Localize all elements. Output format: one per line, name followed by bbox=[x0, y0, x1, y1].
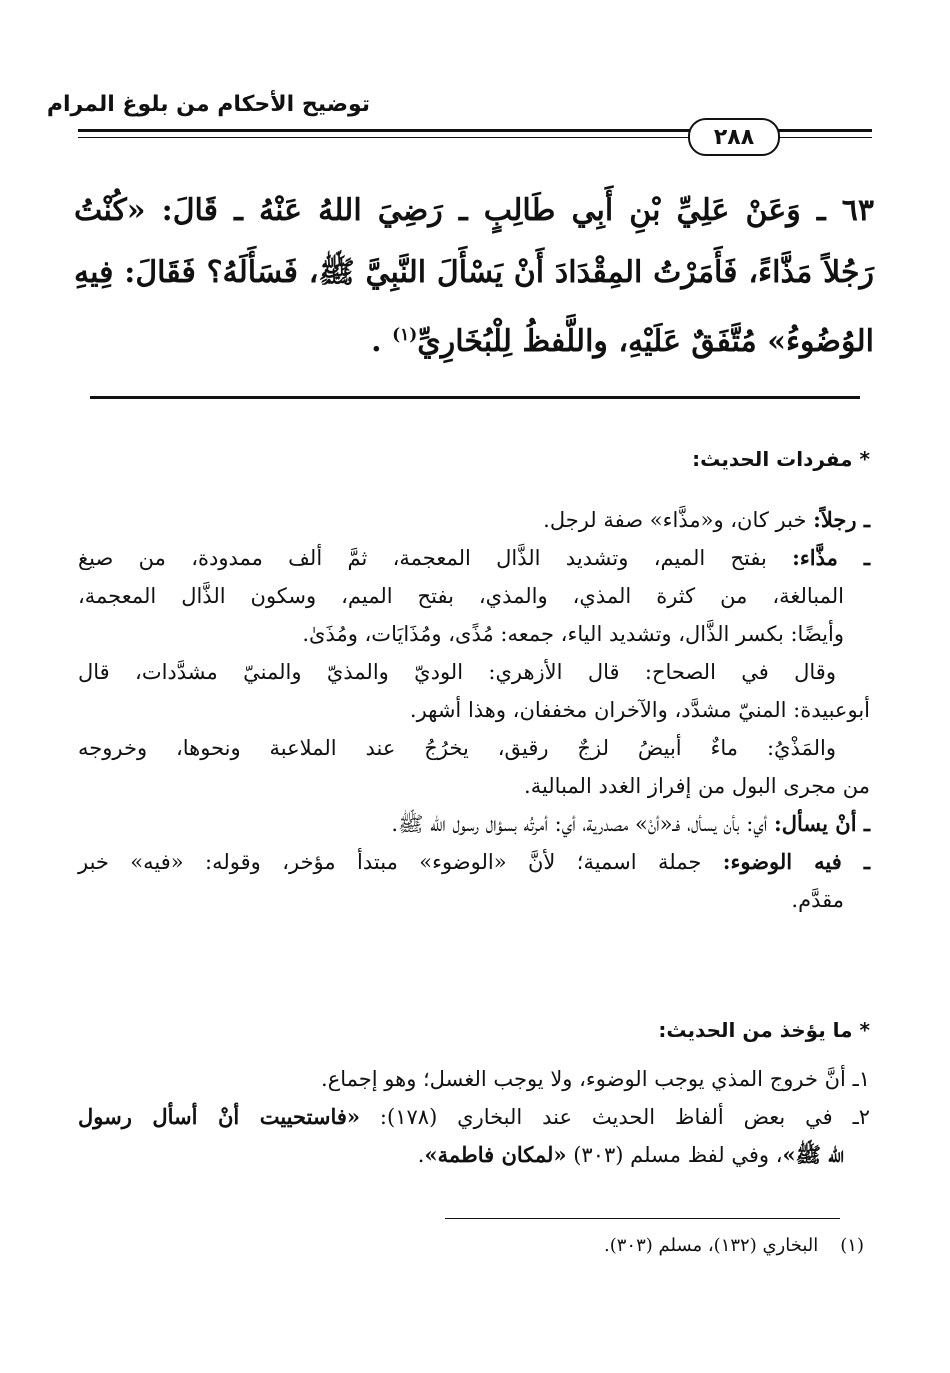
footnote-text: البخاري (١٣٢)، مسلم (٣٠٣). bbox=[604, 1235, 819, 1256]
vocab-line: وأيضًا: بكسر الذَّال، وتشديد الياء، جمعه: مُذًى، ومُذَايَات، ومُذَىٰ. bbox=[302, 622, 844, 646]
hadith-text bbox=[74, 180, 874, 373]
vocab-term: ـ أنْ يسأل: bbox=[773, 811, 870, 836]
vocab-term: ـ رجلاً: bbox=[813, 507, 870, 532]
ruling-line: ١ـ أنَّ خروج المذي يوجب الوضوء، ولا يوجب الغسل؛ وهو إجماع. bbox=[321, 1067, 870, 1091]
vocab-line: مقدَّم. bbox=[791, 888, 844, 912]
section-heading-vocabulary: * مفردات الحديث: bbox=[692, 447, 870, 471]
vocab-line bbox=[78, 805, 870, 843]
ruling-text: ، وفي لفظ مسلم (٣٠٣) bbox=[566, 1143, 783, 1167]
ruling-text: ٢ـ في بعض ألفاظ الحديث عند البخاري (١٧٨): bbox=[360, 1105, 870, 1129]
vocab-line: أبوعبيدة: المنيّ مشدَّد، والآخران مخففان، وهذا أشهر. bbox=[409, 698, 870, 722]
ruling-quote: «لمكان فاطمة» bbox=[424, 1142, 567, 1167]
vocabulary-body bbox=[78, 501, 870, 919]
footnote-mark: (١) bbox=[840, 1235, 864, 1256]
ruling-quote: الله ﷺ» bbox=[782, 1142, 844, 1167]
ruling-line bbox=[78, 1098, 870, 1136]
running-title: توضيح الأحكام من بلوغ المرام bbox=[46, 92, 370, 117]
vocab-line bbox=[78, 539, 870, 577]
ruling-text: . bbox=[417, 1143, 425, 1167]
hadith-line-text: وَعَنْ عَلِيِّ بْنِ أَبِي طَالِبٍ ـ رَضِيَ اللهُ عَنْهُ ـ قَالَ: «كُنْتُ bbox=[74, 193, 801, 228]
ruling-line bbox=[78, 1136, 870, 1174]
ruling-quote: «فاستحييت أنْ أسأل رسول bbox=[78, 1104, 361, 1129]
vocab-term: ـ مذَّاء: bbox=[792, 545, 870, 570]
page-number bbox=[688, 118, 780, 156]
hadith-number: ٦٣ bbox=[841, 193, 874, 228]
vocab-line bbox=[78, 843, 870, 881]
vocab-line bbox=[78, 501, 870, 539]
rulings-body bbox=[78, 1060, 870, 1174]
vocab-line: وقال في الصحاح: قال الأزهري: الوديّ والمذيّ والمنيّ مشدَّدات، قال bbox=[78, 660, 836, 684]
vocab-text: بفتح الميم، وتشديد الذَّال المعجمة، ثمَّ ألف ممدودة، من صيغ bbox=[78, 546, 793, 570]
section-heading-rulings: * ما يؤخذ من الحديث: bbox=[658, 1018, 870, 1042]
hadith-line-text: الوُضُوءُ» مُتَّفَقٌ عَلَيْهِ، واللَّفظُ لِلْبُخَارِيِّ bbox=[417, 324, 874, 359]
hadith-line: ٦٣ ـ وَعَنْ عَلِيِّ بْنِ أَبِي طَالِبٍ ـ رَضِيَ اللهُ عَنْهُ ـ قَالَ: «كُنْتُ bbox=[74, 193, 874, 228]
page-number-text: ٢٨٨ bbox=[713, 124, 755, 150]
footnote-reference[interactable]: (١) bbox=[392, 325, 418, 345]
vocab-line: من مجرى البول من إفراز الغدد المبالية. bbox=[524, 774, 870, 798]
vocab-line: والمَذْيُ: ماءٌ أبيضُ لزجٌ رقيق، يخرُجُ عند الملاعبة ونحوها، وخروجه bbox=[78, 736, 836, 760]
vocab-text: جملة اسمية؛ لأنَّ «الوضوء» مبتدأ مؤخر، وقوله: «فيه» خبر bbox=[78, 850, 723, 874]
vocab-text: أي: بأن يسأل، فـ«أنْ» مصدرية، أي: أمرتُه بسؤال رسول الله ﷺ. bbox=[391, 812, 774, 836]
hadith-separator bbox=[90, 396, 860, 399]
hadith-line: رَجُلاً مَذَّاءً، فَأَمَرْتُ المِقْدَادَ أَنْ يَسْأَلَ النَّبِيَّ ﷺ، فَسَأَلَهُ؟ فَقَالَ: فِيهِ bbox=[74, 255, 874, 290]
vocab-text: خبر كان، و«مذَّاء» صفة لرجل. bbox=[543, 508, 814, 532]
footnote-separator bbox=[445, 1218, 840, 1219]
footnote bbox=[604, 1235, 864, 1256]
hadith-line: الوُضُوءُ» مُتَّفَقٌ عَلَيْهِ، واللَّفظُ لِلْبُخَارِيِّ$^{(١)}$ . bbox=[371, 324, 874, 359]
vocab-term: ـ فيه الوضوء: bbox=[722, 849, 871, 874]
vocab-line: المبالغة، من كثرة المذي، والمذي، بفتح الميم، وسكون الذَّال المعجمة، bbox=[78, 584, 844, 608]
